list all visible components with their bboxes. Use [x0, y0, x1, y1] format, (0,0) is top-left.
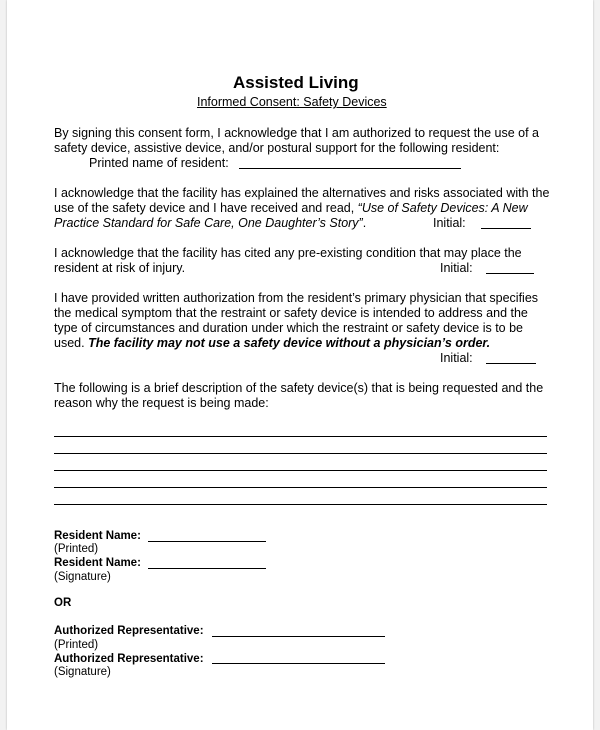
signature-caption-1: (Signature) — [54, 571, 111, 583]
paragraph-physician-line-2: the medical symptom that the restraint or safety device is intended to address and the — [54, 306, 528, 320]
authorized-rep-signature-field[interactable] — [212, 663, 385, 664]
paragraph-preexisting-line-2: resident at risk of injury. — [54, 261, 186, 275]
resident-name-signature-field[interactable] — [148, 568, 266, 569]
physician-order-warning: The facility may not use a safety device without a physician’s order. — [88, 336, 491, 350]
or-label: OR — [54, 597, 72, 609]
description-line[interactable] — [54, 453, 547, 454]
authorized-rep-printed-field[interactable] — [212, 636, 385, 637]
page-subtitle: Informed Consent: Safety Devices — [197, 95, 387, 109]
description-line[interactable] — [54, 436, 547, 437]
paragraph-authorization-line-2: safety device, assistive device, and/or postural support for the following resident: — [54, 141, 500, 155]
initial-field-1[interactable] — [481, 228, 531, 229]
paragraph-preexisting-line-1: I acknowledge that the facility has cited any pre-existing condition that may place the — [54, 246, 522, 260]
paragraph-alternatives-line-1: I acknowledge that the facility has explained the alternatives and risks associated with the — [54, 186, 550, 200]
resident-name-label-printed: Resident Name: — [54, 530, 141, 542]
printed-caption-1: (Printed) — [54, 543, 99, 555]
authorized-rep-label-printed: Authorized Representative: — [54, 625, 204, 637]
paragraph-physician-line-4 — [54, 336, 490, 351]
page-title: Assisted Living — [233, 73, 359, 92]
consent-form-page — [7, 0, 593, 730]
paragraph-description-line-1: The following is a brief description of the safety device(s) that is being requested and the — [54, 381, 544, 395]
initial-field-2[interactable] — [486, 273, 534, 274]
paragraph-alternatives-line-2-text: use of the safety device and I have received and read, — [54, 201, 358, 215]
publication-title-part-2: Practice Standard for Safe Care, One Daughter’s Story” — [54, 216, 363, 230]
initial-label-3: Initial: — [440, 351, 473, 365]
printed-caption-2: (Printed) — [54, 639, 99, 651]
resident-name-label-signature: Resident Name: — [54, 557, 141, 569]
paragraph-description-line-2: reason why the request is being made: — [54, 396, 269, 410]
period: . — [362, 216, 367, 230]
description-line[interactable] — [54, 487, 547, 488]
initial-label-1: Initial: — [433, 216, 466, 230]
initial-label-2: Initial: — [440, 261, 473, 275]
paragraph-alternatives-line-2 — [54, 201, 528, 216]
initial-field-3[interactable] — [486, 363, 536, 364]
paragraph-authorization-line-1: By signing this consent form, I acknowledge that I am authorized to request the use of a — [54, 126, 539, 140]
description-line[interactable] — [54, 470, 547, 471]
signature-caption-2: (Signature) — [54, 666, 111, 678]
printed-name-field[interactable] — [239, 168, 461, 169]
description-line[interactable] — [54, 504, 547, 505]
resident-name-printed-field[interactable] — [148, 541, 266, 542]
publication-title-part-1: “Use of Safety Devices: A New — [357, 201, 528, 215]
authorized-rep-label-signature: Authorized Representative: — [54, 653, 204, 665]
paragraph-physician-line-1: I have provided written authorization from the resident’s primary physician that specifies — [54, 291, 539, 305]
paragraph-physician-line-3: type of circumstances and duration under which the restraint or safety device is to be — [54, 321, 523, 335]
printed-name-label: Printed name of resident: — [89, 156, 229, 170]
paragraph-physician-line-4-text: used. — [54, 336, 89, 350]
paragraph-alternatives-line-3 — [54, 216, 366, 231]
